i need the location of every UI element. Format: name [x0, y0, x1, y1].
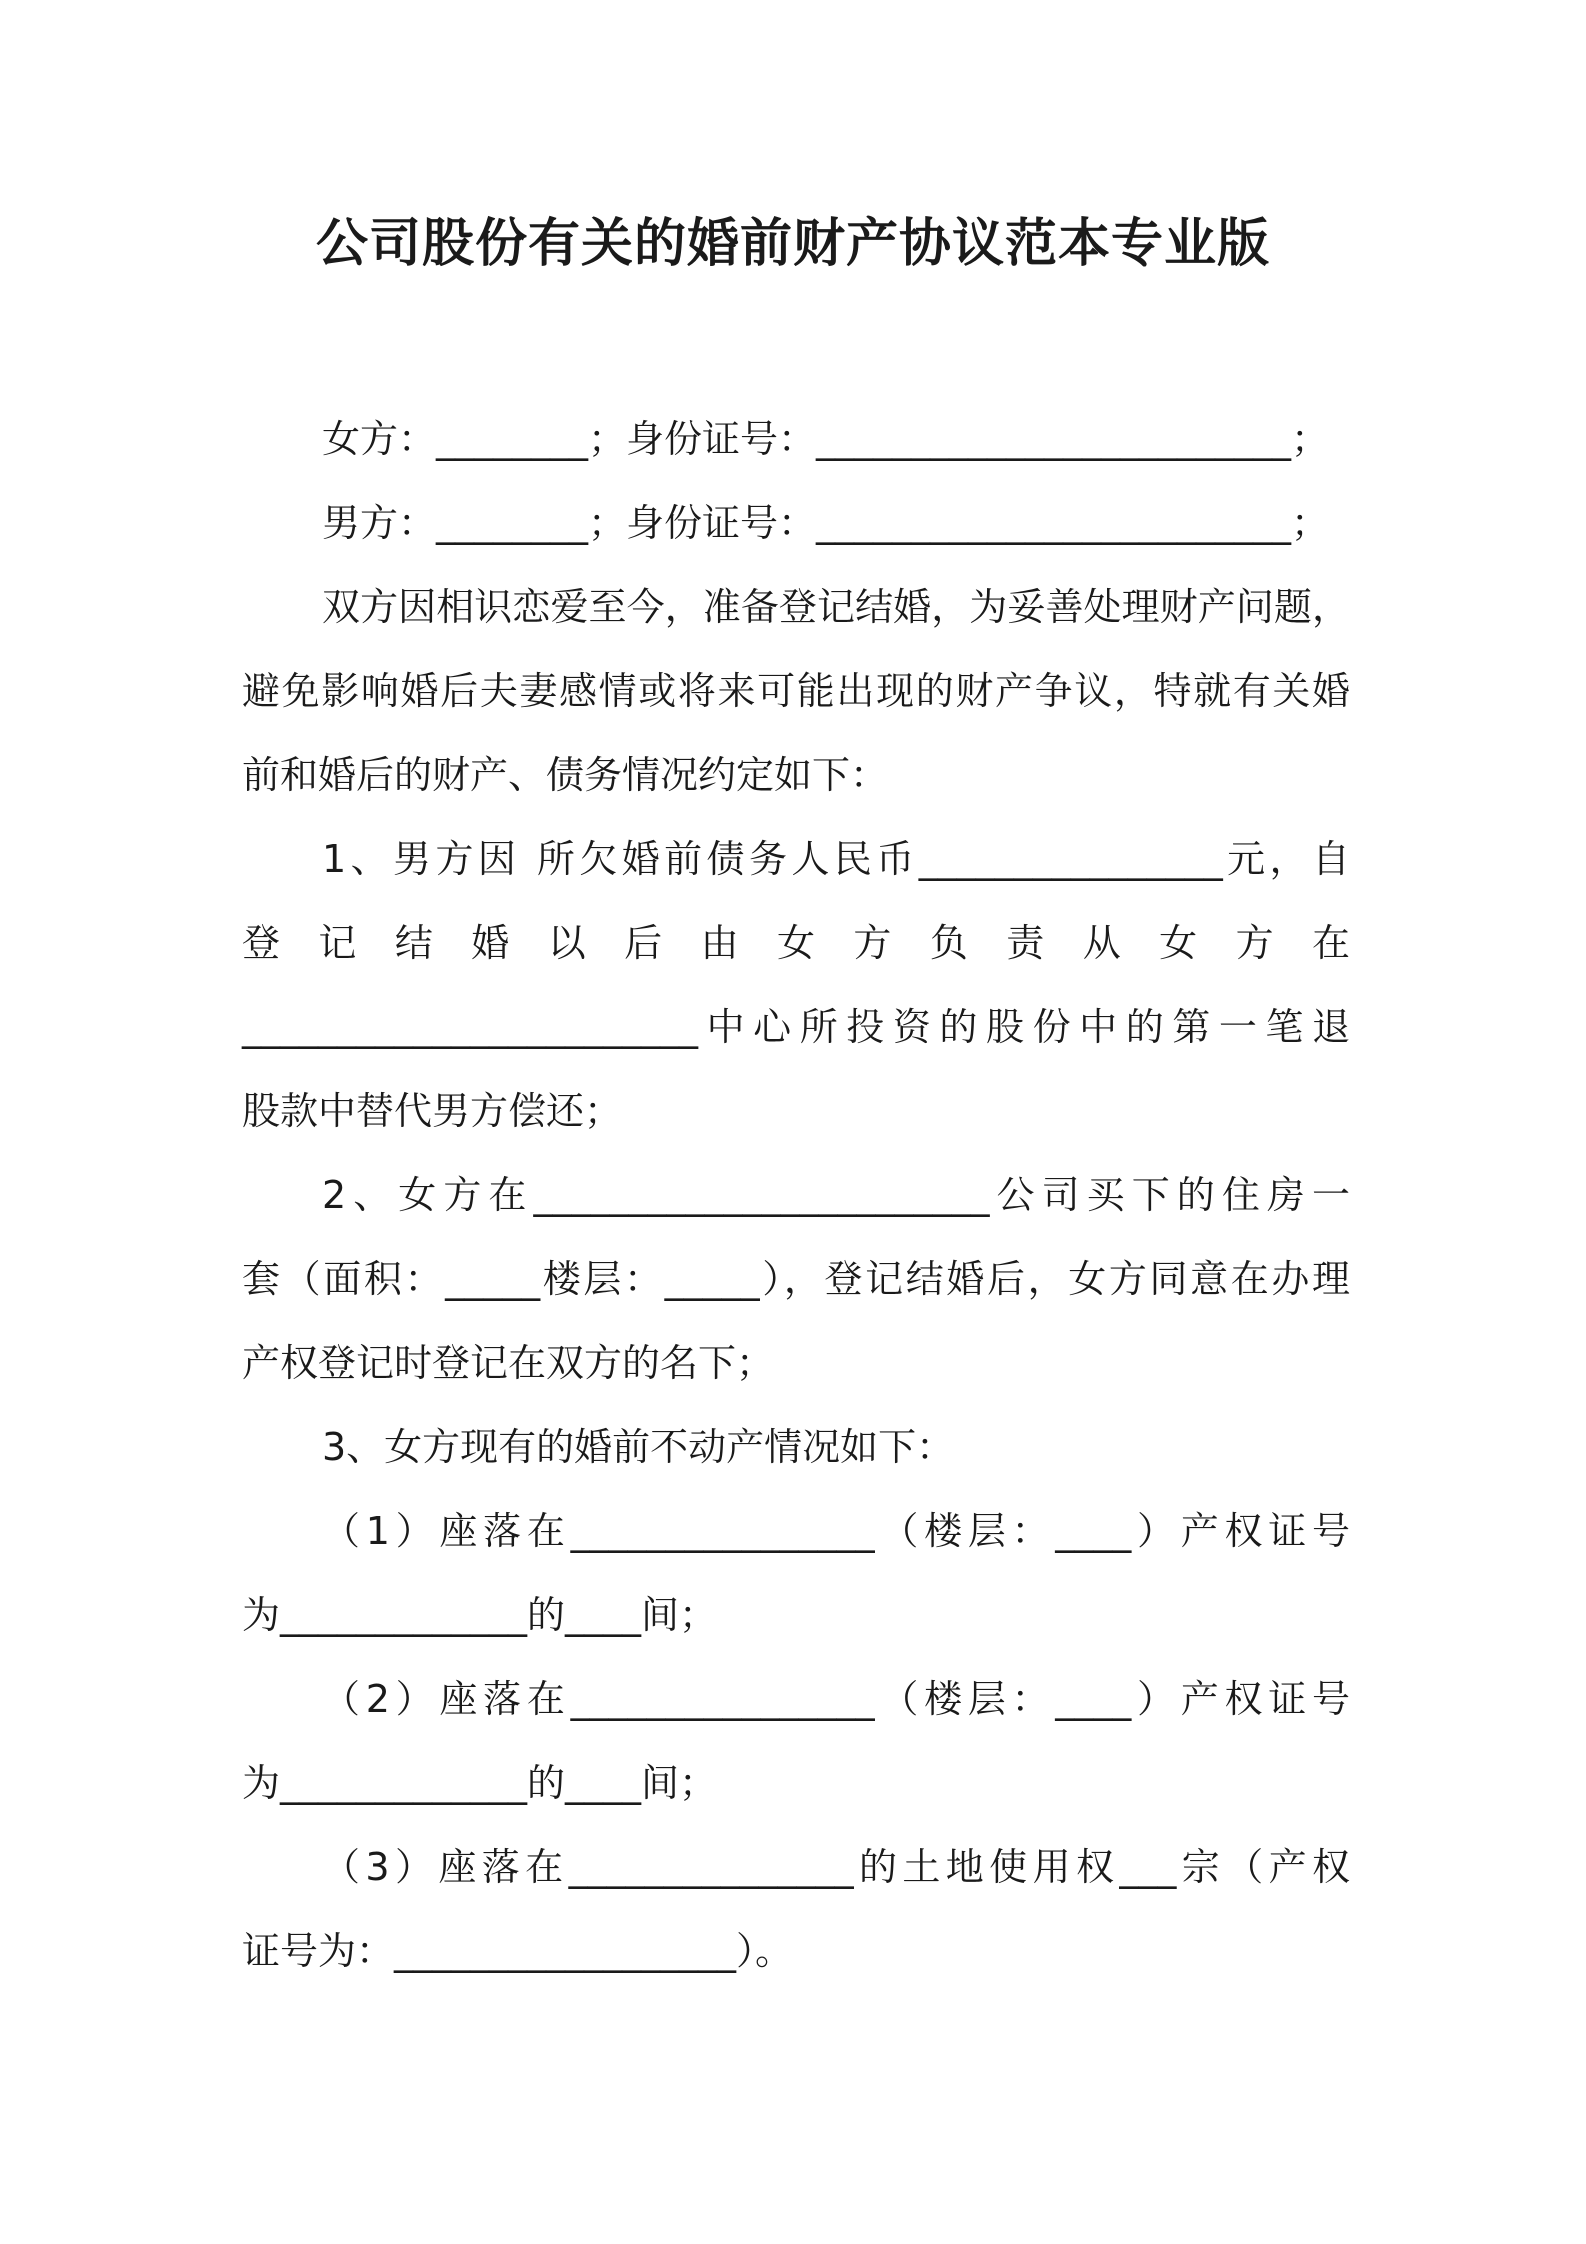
clause-3-item-2-line-1: （2）座落在________________（楼层：____）产权证号 [322, 1677, 1350, 1721]
clause-1-line-4: 股款中替代男方偿还； [242, 1089, 623, 1133]
clause-2-line-2: 套（面积：_____楼层：_____），登记结婚后，女方同意在办理 [242, 1257, 1350, 1301]
clause-1-line-3: ________________________中心所投资的股份中的第一笔退 [242, 1005, 1350, 1049]
clause-2-line-1: 2、女方在________________________公司买下的住房一 [322, 1173, 1350, 1217]
clause-2-line-3: 产权登记时登记在双方的名下； [242, 1341, 775, 1385]
preamble-line-3: 前和婚后的财产、债务情况约定如下： [242, 753, 889, 797]
document-title: 公司股份有关的婚前财产协议范本专业版 [315, 214, 1270, 274]
clause-3-heading: 3、女方现有的婚前不动产情况如下： [322, 1425, 955, 1469]
clause-3-item-1-line-1: （1）座落在________________（楼层：____）产权证号 [322, 1509, 1350, 1553]
preamble-line-2: 避免影响婚后夫妻感情或将来可能出现的财产争议，特就有关婚 [242, 669, 1350, 713]
clause-3-item-2-line-2: 为_____________的____间； [242, 1761, 718, 1805]
female-party-line: 女方：________；身份证号：_________________________； [322, 417, 1330, 461]
preamble-line-1: 双方因相识恋爱至今，准备登记结婚，为妥善处理财产问题， [322, 585, 1350, 629]
clause-3-item-1-line-2: 为_____________的____间； [242, 1593, 718, 1637]
clause-3-item-3-line-1: （3）座落在_______________的土地使用权___宗（产权 [322, 1845, 1350, 1889]
clause-1-line-1: 1、男方因 所欠婚前债务人民币________________元，自 [322, 837, 1350, 881]
male-party-line: 男方：________；身份证号：_________________________； [322, 501, 1330, 545]
clause-3-item-3-line-2: 证号为：__________________）。 [242, 1929, 794, 1973]
clause-1-line-2: 登 记 结 婚 以 后 由 女 方 负 责 从 女 方 在 [242, 921, 1350, 965]
